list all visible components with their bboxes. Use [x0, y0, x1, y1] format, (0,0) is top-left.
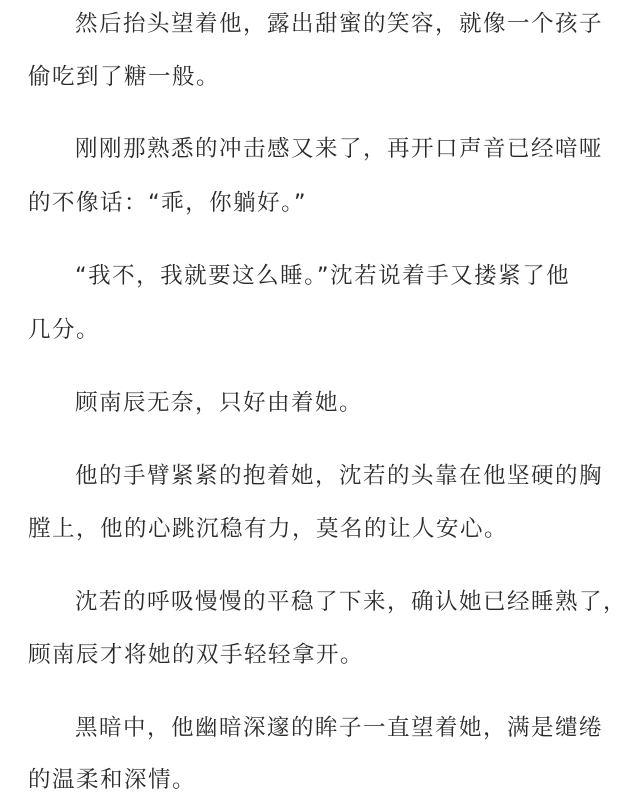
- paragraph-6-line-2: 顾南辰才将她的双手轻轻拿开。: [28, 642, 365, 668]
- paragraph-2-line-1: 刚刚那熟悉的冲击感又来了，再开口声音已经喑哑: [75, 136, 604, 162]
- paragraph-7-line-1: 黑暗中，他幽暗深邃的眸子一直望着她，满是缱绻: [75, 715, 604, 741]
- paragraph-1-line-2: 偷吃到了糖一般。: [28, 64, 221, 90]
- paragraph-5-line-1: 他的手臂紧紧的抱着她，沈若的头靠在他坚硬的胸: [75, 463, 604, 489]
- paragraph-2-line-2: 的不像话：“乖，你躺好。”: [28, 190, 308, 216]
- paragraph-1-line-1: 然后抬头望着他，露出甜蜜的笑容，就像一个孩子: [75, 11, 604, 37]
- paragraph-6-line-1: 沈若的呼吸慢慢的平稳了下来，确认她已经睡熟了，: [75, 589, 628, 615]
- paragraph-5-line-2: 膛上，他的心跳沉稳有力，莫名的让人安心。: [28, 516, 509, 542]
- paragraph-3-line-1: “我不，我就要这么睡。”沈若说着手又搂紧了他: [75, 263, 571, 289]
- paragraph-3-line-2: 几分。: [28, 317, 101, 343]
- paragraph-4-line-1: 顾南辰无奈，只好由着她。: [75, 390, 364, 416]
- paragraph-7-line-2: 的温柔和深情。: [28, 767, 197, 793]
